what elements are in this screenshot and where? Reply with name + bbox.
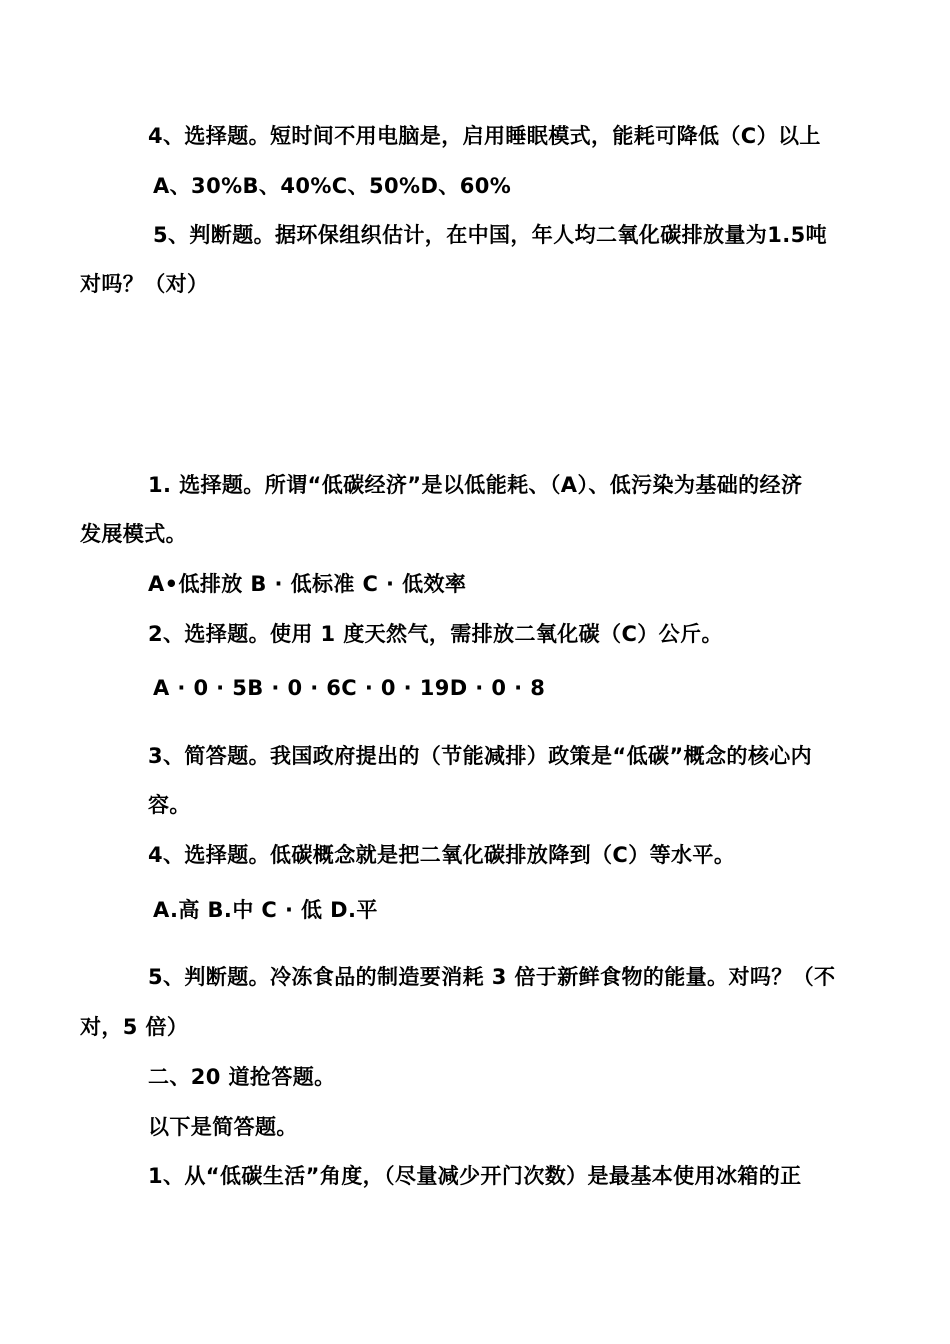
question-line: 5、判断题。据环保组织估计，在中国，年人均二氧化碳排放量为1.5吨 <box>153 223 828 247</box>
question-line: 4、选择题。短时间不用电脑是，启用睡眠模式，能耗可降低（C）以上 <box>148 124 821 148</box>
question-line: 1、从“低碳生活”角度，（尽量减少开门次数）是最基本使用冰箱的正 <box>148 1164 802 1188</box>
question-continuation-line: 发展模式。 <box>80 522 187 546</box>
options-line: A•低排放 B · 低标准 C · 低效率 <box>148 572 467 596</box>
section-intro: 以下是简答题。 <box>148 1115 298 1139</box>
question-continuation-line: 容。 <box>148 793 191 817</box>
section-heading: 二、20 道抢答题。 <box>148 1065 336 1089</box>
answer-line: 对，5 倍） <box>80 1015 189 1039</box>
answer-line: 对吗？（对） <box>80 272 209 296</box>
question-line: 3、简答题。我国政府提出的（节能减排）政策是“低碳”概念的核心内 <box>148 744 813 768</box>
options-line: A、30%B、40%C、50%D、60% <box>153 174 512 198</box>
question-line: 1. 选择题。所谓“低碳经济”是以低能耗、（A）、低污染为基础的经济 <box>148 473 803 497</box>
question-line: 5、判断题。冷冻食品的制造要消耗 3 倍于新鲜食物的能量。对吗？（不 <box>148 965 836 989</box>
question-line: 2、选择题。使用 1 度天然气，需排放二氧化碳（C）公斤。 <box>148 622 723 646</box>
question-line: 4、选择题。低碳概念就是把二氧化碳排放降到（C）等水平。 <box>148 843 736 867</box>
options-line: A · 0 · 5B · 0 · 6C · 0 · 19D · 0 · 8 <box>153 676 546 700</box>
options-line: A.高 B.中 C · 低 D.平 <box>153 898 378 922</box>
